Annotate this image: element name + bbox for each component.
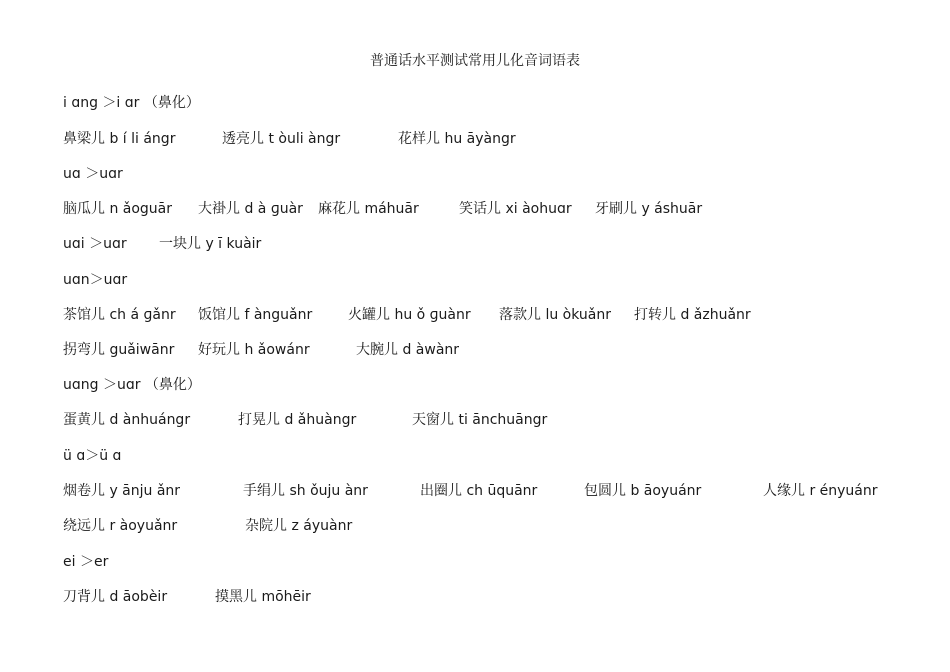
rule-text: ü ɑ＞ü ɑ [63, 448, 122, 464]
rule-text: uɑ ＞uɑr [63, 166, 123, 182]
word-entry: 摸黑儿 mōhēir [215, 589, 311, 605]
word-entry: 刀背儿 d āobèir [63, 589, 168, 605]
word-entry: 烟卷儿 y ānju ǎnr [63, 483, 181, 499]
word-entry: 大腕儿 d àwànr [356, 342, 460, 358]
word-entry: 透亮儿 t òuli àngr [222, 131, 341, 147]
word-entry: 包圆儿 b āoyuánr [584, 483, 702, 499]
word-entry: 落款儿 lu òkuǎnr [499, 307, 611, 323]
rule-text: uɑng ＞uɑr （鼻化） [63, 377, 201, 393]
word-entry: 一块儿 y ī kuàir [159, 236, 262, 252]
word-entry: 天窗儿 ti ānchuāngr [412, 412, 548, 428]
word-entry: 牙刷儿 y áshuār [595, 201, 703, 217]
word-entry: 鼻梁儿 b í li ángr [63, 131, 176, 147]
word-entry: 花样儿 hu āyàngr [398, 131, 516, 147]
word-entry: 绕远儿 r àoyuǎnr [63, 518, 178, 534]
rule-text: uɑi ＞uɑr [63, 236, 127, 252]
word-entry: 出圈儿 ch ūquānr [420, 483, 538, 499]
word-entry: 杂院儿 z áyuànr [245, 518, 353, 534]
word-entry: 麻花儿 máhuār [318, 201, 419, 217]
word-entry: 好玩儿 h ǎowánr [198, 342, 310, 358]
rule-text: uɑn＞uɑr [63, 272, 128, 288]
rule-text: ei ＞er [63, 554, 109, 570]
word-entry: 蛋黄儿 d ànhuángr [63, 412, 191, 428]
word-entry: 茶馆儿 ch á ɡǎnr [63, 307, 176, 323]
word-entry: 打转儿 d ǎzhuǎnr [634, 307, 751, 323]
page-title: 普通话水平测试常用儿化音词语表 [370, 53, 580, 69]
word-entry: 人缘儿 r ényuánr [763, 483, 878, 499]
word-entry: 笑话儿 xi àohuɑr [459, 201, 572, 217]
rule-text: i ɑng ＞i ɑr （鼻化） [63, 95, 200, 111]
word-entry: 大褂儿 d à ɡuàr [198, 201, 303, 217]
word-entry: 脑瓜儿 n ǎoguār [63, 201, 173, 217]
word-entry: 火罐儿 hu ǒ ɡuànr [348, 307, 471, 323]
word-entry: 饭馆儿 f ànguǎnr [198, 307, 313, 323]
word-entry: 手绢儿 sh ǒuju ànr [243, 483, 368, 499]
word-entry: 拐弯儿 guǎiwānr [63, 342, 175, 358]
word-entry: 打晃儿 d ǎhuàngr [238, 412, 357, 428]
